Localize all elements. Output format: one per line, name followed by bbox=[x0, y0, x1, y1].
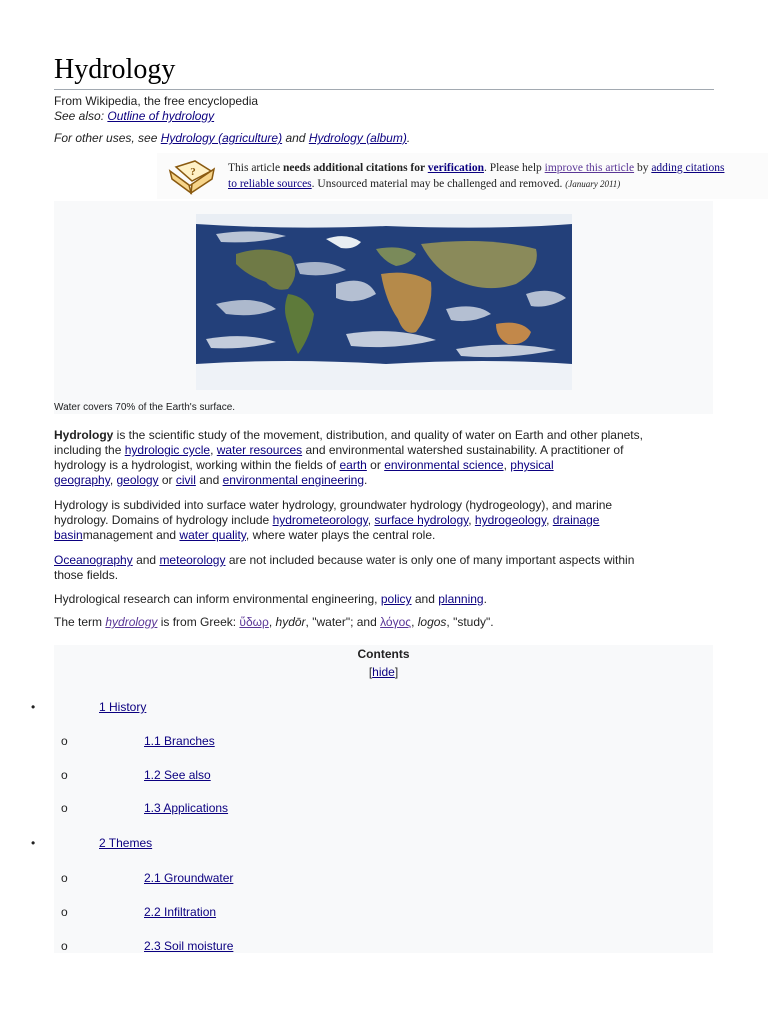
ambox-date: (January 2011) bbox=[565, 179, 621, 189]
p2-text: Hydrology is subdivided into surface water hydrology, groundwater hydrology (hydrogeology), and marine bbox=[54, 498, 613, 512]
toc-bullet: o bbox=[61, 768, 68, 782]
toc-item-applications[interactable]: 1.3 Applications bbox=[144, 801, 229, 815]
p5-text: , bbox=[411, 615, 418, 629]
toc-item-soil-moisture[interactable]: 2.3 Soil moisture bbox=[144, 939, 234, 953]
toc-bullet: o bbox=[61, 801, 68, 815]
p2-text: , bbox=[367, 513, 375, 527]
hydrologic-cycle-link[interactable]: hydrologic cycle bbox=[124, 443, 211, 457]
toc-bracket: ] bbox=[394, 665, 399, 679]
other-uses-prefix: For other uses, see bbox=[54, 131, 161, 145]
research-paragraph bbox=[54, 592, 714, 607]
p2-text: , where water plays the central role. bbox=[245, 528, 436, 542]
subdivision-paragraph bbox=[54, 498, 714, 543]
drainage-basin-link[interactable]: basin bbox=[54, 528, 83, 542]
hydrology-wiktionary-link[interactable]: hydrology bbox=[105, 615, 158, 629]
citation-notice bbox=[157, 153, 768, 199]
ambox-text: This article bbox=[228, 162, 283, 174]
hydrogeology-link[interactable]: hydrogeology bbox=[474, 513, 547, 527]
text-line bbox=[54, 498, 714, 513]
toc-bullet: o bbox=[61, 905, 68, 919]
civil-link[interactable]: civil bbox=[175, 473, 196, 487]
other-uses-hatnote bbox=[54, 131, 410, 145]
citation-notice-line-2 bbox=[228, 176, 768, 192]
toc-item-groundwater[interactable]: 2.1 Groundwater bbox=[144, 871, 234, 885]
p1-text: or bbox=[158, 473, 176, 487]
page-title: Hydrology bbox=[54, 52, 714, 90]
intro-paragraph bbox=[54, 428, 714, 488]
p5-text: , bbox=[268, 615, 276, 629]
p3-text: those fields. bbox=[54, 568, 119, 582]
p3-text: and bbox=[132, 553, 160, 567]
toc-bracket: [ bbox=[368, 665, 373, 679]
toc-hide-link[interactable]: hide bbox=[372, 665, 395, 679]
text-line bbox=[54, 513, 714, 528]
hydrology-album-link[interactable]: Hydrology (album) bbox=[308, 131, 407, 145]
improve-this-article-link[interactable]: improve this article bbox=[544, 162, 635, 174]
hydor-greek-link[interactable]: ὕδωρ bbox=[239, 615, 269, 629]
ambox-text: . Please help bbox=[483, 162, 545, 174]
ambox-text: by bbox=[634, 162, 652, 174]
ambox-text: . Unsourced material may be challenged and removed. bbox=[311, 178, 566, 190]
text-line bbox=[54, 473, 714, 488]
toc-bullet: o bbox=[61, 871, 68, 885]
text-line bbox=[54, 428, 714, 443]
toc-item-themes[interactable]: 2 Themes bbox=[99, 836, 153, 850]
reliable-sources-link[interactable]: to reliable sources bbox=[228, 178, 312, 190]
toc-bullet: • bbox=[31, 700, 36, 714]
p5-text: , "study". bbox=[446, 615, 494, 629]
hydrometeorology-link[interactable]: hydrometeorology bbox=[272, 513, 368, 527]
svg-text:?: ? bbox=[190, 166, 196, 178]
other-uses-suffix: . bbox=[406, 131, 411, 145]
p5-text: is from Greek: bbox=[157, 615, 240, 629]
drainage-basin-link[interactable]: drainage bbox=[552, 513, 600, 527]
water-quality-link[interactable]: water quality bbox=[179, 528, 246, 542]
physical-geography-link[interactable]: physical bbox=[510, 458, 554, 472]
hydrology-agriculture-link[interactable]: Hydrology (agriculture) bbox=[160, 131, 283, 145]
subtitle: From Wikipedia, the free encyclopedia bbox=[54, 94, 259, 108]
toc-bullet: o bbox=[61, 734, 68, 748]
physical-geography-link[interactable]: geography bbox=[54, 473, 110, 487]
open-book-question-icon bbox=[167, 157, 217, 197]
text-line bbox=[54, 443, 714, 458]
toc-bullet: • bbox=[31, 836, 36, 850]
p5-text: The term bbox=[54, 615, 106, 629]
see-also-hatnote bbox=[54, 109, 214, 124]
figure-caption: Water covers 70% of the Earth's surface. bbox=[54, 402, 236, 413]
p4-text: Hydrological research can inform environmental engineering, bbox=[54, 592, 381, 606]
see-also-prefix: See also: bbox=[54, 109, 108, 123]
planning-link[interactable]: planning bbox=[438, 592, 484, 606]
text-line bbox=[54, 553, 714, 568]
p1-text: hydrology is a hydrologist, working within the fields of bbox=[54, 458, 340, 472]
logos-greek-link[interactable]: λόγος bbox=[380, 615, 412, 629]
p3-text: are not included because water is only one of many important aspects within bbox=[225, 553, 635, 567]
toc-bullet: o bbox=[61, 939, 68, 953]
outline-of-hydrology-link[interactable]: Outline of hydrology bbox=[107, 109, 215, 123]
p4-text: . bbox=[483, 592, 487, 606]
p4-text: and bbox=[411, 592, 439, 606]
etymology-paragraph bbox=[54, 615, 714, 630]
toc-item-branches[interactable]: 1.1 Branches bbox=[144, 734, 215, 748]
hydrology-bold-term: Hydrology bbox=[54, 428, 114, 442]
earth-link[interactable]: earth bbox=[339, 458, 367, 472]
meteorology-link[interactable]: meteorology bbox=[159, 553, 226, 567]
earth-figure bbox=[54, 201, 713, 414]
p1-text: , bbox=[210, 443, 217, 457]
environmental-science-link[interactable]: environmental science bbox=[384, 458, 504, 472]
oceanography-paragraph bbox=[54, 553, 714, 583]
surface-hydrology-link[interactable]: surface hydrology bbox=[374, 513, 469, 527]
hydor-transliteration: hydōr bbox=[275, 615, 306, 629]
p1-text: , bbox=[503, 458, 511, 472]
p1-text: including the bbox=[54, 443, 125, 457]
p2-text: , bbox=[468, 513, 475, 527]
text-line bbox=[54, 568, 714, 583]
adding-citations-link[interactable]: adding citations bbox=[651, 162, 725, 174]
environmental-engineering-link[interactable]: environmental engineering bbox=[222, 473, 365, 487]
p1-text: and environmental watershed sustainability. A practitioner of bbox=[302, 443, 624, 457]
water-resources-link[interactable]: water resources bbox=[216, 443, 303, 457]
verification-link[interactable]: verification bbox=[427, 162, 484, 174]
p1-text: . bbox=[364, 473, 368, 487]
p1-text: , bbox=[109, 473, 117, 487]
other-uses-mid: and bbox=[282, 131, 309, 145]
policy-link[interactable]: policy bbox=[380, 592, 412, 606]
earth-water-map-image[interactable] bbox=[196, 214, 572, 390]
p1-text: or bbox=[366, 458, 385, 472]
geology-link[interactable]: geology bbox=[116, 473, 159, 487]
p1-text: is the scientific study of the movement, distribution, and quality of water on Earth and other planets, bbox=[113, 428, 643, 442]
toc-toggle bbox=[54, 665, 713, 679]
toc-item-see-also[interactable]: 1.2 See also bbox=[144, 768, 211, 782]
text-line bbox=[54, 458, 714, 473]
logos-transliteration: logos bbox=[417, 615, 447, 629]
ambox-bold-text: needs additional citations for bbox=[282, 162, 428, 174]
p2-text: , bbox=[546, 513, 553, 527]
citation-notice-text bbox=[228, 160, 768, 192]
text-line bbox=[54, 528, 714, 543]
citation-notice-line-1 bbox=[228, 160, 768, 176]
p5-text: , "water"; and bbox=[305, 615, 381, 629]
toc-title: Contents bbox=[357, 647, 410, 661]
toc-item-history[interactable]: 1 History bbox=[99, 700, 147, 714]
p1-text: and bbox=[195, 473, 223, 487]
oceanography-link[interactable]: Oceanography bbox=[54, 553, 133, 567]
p2-text: hydrology. Domains of hydrology include bbox=[54, 513, 273, 527]
p2-text: management and bbox=[82, 528, 180, 542]
toc-item-infiltration[interactable]: 2.2 Infiltration bbox=[144, 905, 217, 919]
